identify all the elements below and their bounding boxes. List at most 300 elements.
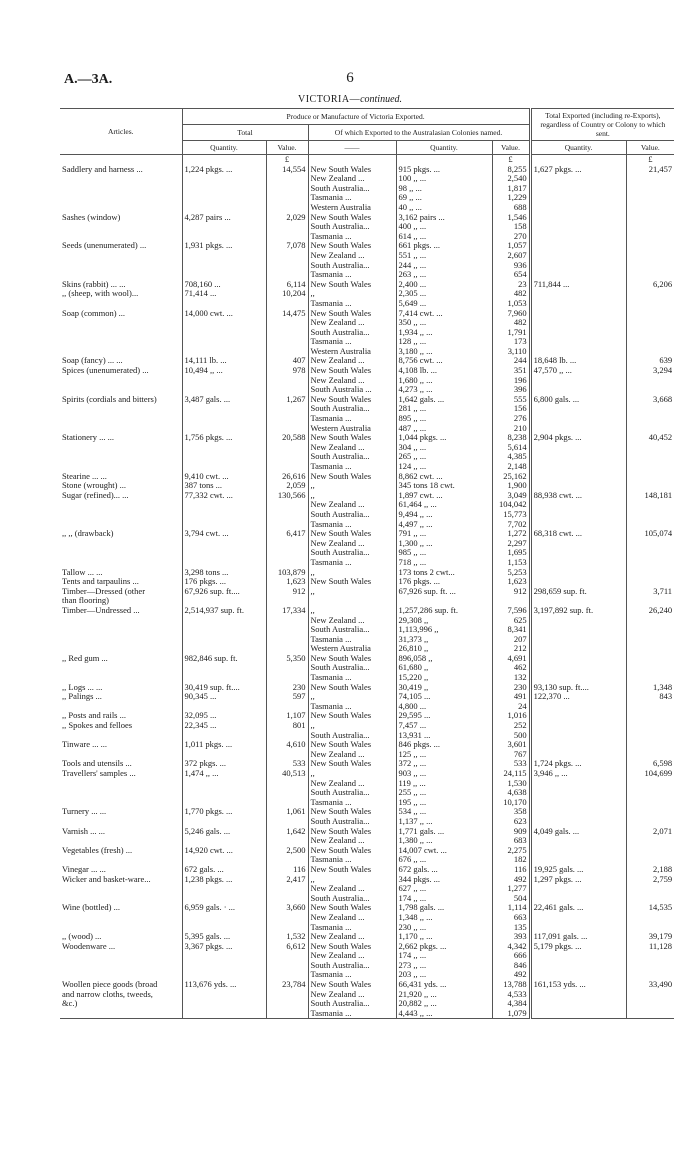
colony-name: South Australia...: [308, 625, 396, 635]
article-name: [60, 404, 182, 414]
table-row: [60, 769, 674, 779]
total-value: [266, 779, 308, 789]
colony-quantity: 1,257,286 sup. ft.: [396, 606, 492, 616]
colony-quantity: 487 ,, ...: [396, 424, 492, 434]
colony-value: 1,695: [492, 548, 530, 558]
table-row: [60, 827, 674, 837]
exported-quantity: 1,724 pkgs. ...: [530, 759, 626, 769]
colony-value: 252: [492, 721, 530, 731]
colony-quantity: 67,926 sup. ft. ...: [396, 587, 492, 597]
total-value: 1,532: [266, 932, 308, 942]
article-name: [60, 894, 182, 904]
total-quantity: [182, 414, 266, 424]
colony-name: South Australia...: [308, 222, 396, 232]
table-row: [60, 261, 674, 271]
colony-quantity: 2,400 ...: [396, 280, 492, 290]
exported-quantity: 122,370 ...: [530, 692, 626, 702]
colony-name: New Zealand ...: [308, 884, 396, 894]
colony-name: South Australia...: [308, 184, 396, 194]
total-value: [266, 222, 308, 232]
colony-value: 132: [492, 673, 530, 683]
colony-quantity: 98 ,, ...: [396, 184, 492, 194]
colony-value: 210: [492, 424, 530, 434]
total-value: [266, 261, 308, 271]
table-row: [60, 836, 674, 846]
colony-name: South Australia...: [308, 548, 396, 558]
colony-value: 1,277: [492, 884, 530, 894]
article-name: Vegetables (fresh) ...: [62, 845, 133, 855]
article-name: [60, 347, 182, 357]
total-quantity: 372 pkgs. ...: [182, 759, 266, 769]
exported-quantity: 117,091 gals. ...: [530, 932, 626, 942]
article-name: [60, 452, 182, 462]
table-row: [60, 807, 674, 817]
article-name: [60, 539, 182, 549]
colony-value: 173: [492, 337, 530, 347]
article-name: Tinware ... ...: [62, 740, 108, 750]
exported-quantity: [530, 424, 626, 434]
article-name: Spirits (cordials and bitters): [62, 394, 157, 404]
colony-name: ,,: [308, 875, 396, 885]
total-value: 597: [266, 692, 308, 702]
exported-value: [626, 328, 674, 338]
total-value: [266, 1009, 308, 1019]
colony-value: 1,530: [492, 779, 530, 789]
colony-value: 5,253: [492, 568, 530, 578]
article-name: [60, 1009, 182, 1019]
colony-quantity: 15,220 ,,: [396, 673, 492, 683]
colony-name: New South Wales: [308, 759, 396, 769]
exported-quantity: [530, 548, 626, 558]
total-value: 2,059: [266, 481, 308, 491]
article-name: [60, 548, 182, 558]
section-title-main: VICTORIA—: [297, 94, 361, 105]
colony-value: 135: [492, 923, 530, 933]
exported-value: [626, 241, 674, 251]
exported-value: [626, 961, 674, 971]
table-row: [60, 884, 674, 894]
exported-quantity: [530, 558, 626, 568]
colony-quantity: 174 ,, ...: [396, 894, 492, 904]
colony-name: New Zealand ...: [308, 932, 396, 942]
colony-value: 936: [492, 261, 530, 271]
colonies-header: Of which Exported to the Australasian Colonies named.: [308, 125, 530, 141]
colony-value: 2,540: [492, 174, 530, 184]
colony-quantity: 7,457 ...: [396, 721, 492, 731]
article-name: [60, 951, 182, 961]
article-name: [60, 328, 182, 338]
colony-value: 683: [492, 836, 530, 846]
exported-value: 14,535: [626, 903, 674, 913]
colony-value: 909: [492, 827, 530, 837]
total-quantity: [182, 913, 266, 923]
colony-value: 358: [492, 807, 530, 817]
article-name: Skins (rabbit) ... ...: [62, 279, 126, 289]
colony-value: 912: [492, 587, 530, 597]
exported-value: 21,457: [626, 165, 674, 175]
exported-quantity: [530, 702, 626, 712]
exported-quantity: [530, 472, 626, 482]
colony-name: New Zealand ...: [308, 318, 396, 328]
total-value: 2,417: [266, 875, 308, 885]
table-row: [60, 683, 674, 693]
colony-quantity: 718 ,, ...: [396, 558, 492, 568]
article-name: [60, 635, 182, 645]
total-value: [266, 232, 308, 242]
colony-value: 24,115: [492, 769, 530, 779]
total-value: 1,267: [266, 395, 308, 405]
article-name: [60, 836, 182, 846]
colony-quantity: 1,642 gals. ...: [396, 395, 492, 405]
article-name: [60, 261, 182, 271]
exported-quantity: 4,049 gals. ...: [530, 827, 626, 837]
exported-quantity: [530, 568, 626, 578]
exported-quantity: [530, 817, 626, 827]
exported-value: [626, 721, 674, 731]
colony-value: 196: [492, 376, 530, 386]
colony-quantity: 13,931 ...: [396, 731, 492, 741]
total-quantity: [182, 625, 266, 635]
exported-value: 1,348: [626, 683, 674, 693]
colony-value: 663: [492, 913, 530, 923]
total-quantity: 1,011 pkgs. ...: [182, 740, 266, 750]
total-quantity: 2,514,937 sup. ft.: [182, 606, 266, 616]
colony-name: Western Australia: [308, 644, 396, 654]
colony-quantity: 985 ,, ...: [396, 548, 492, 558]
total-quantity: 6,959 gals. · ...: [182, 903, 266, 913]
colony-name: New Zealand ...: [308, 356, 396, 366]
total-quantity: [182, 510, 266, 520]
article-name: [60, 510, 182, 520]
total-value: [266, 203, 308, 213]
article-name: [60, 414, 182, 424]
table-row: [60, 510, 674, 520]
total-value: [266, 731, 308, 741]
table-row: [60, 347, 674, 357]
colony-value: 1,791: [492, 328, 530, 338]
article-name: Wicker and basket-ware...: [62, 874, 151, 884]
total-value: 801: [266, 721, 308, 731]
colony-name: New Zealand ...: [308, 376, 396, 386]
total-quantity: [182, 702, 266, 712]
exported-quantity: [530, 913, 626, 923]
table-row: [60, 798, 674, 808]
table-row: [60, 855, 674, 865]
exported-value: [626, 520, 674, 530]
exported-value: [626, 270, 674, 280]
exported-quantity: [530, 625, 626, 635]
colony-name: New South Wales: [308, 711, 396, 721]
total-value: 6,114: [266, 280, 308, 290]
colony-quantity: 281 ,, ...: [396, 404, 492, 414]
total-quantity: [182, 923, 266, 933]
table-row: [60, 481, 674, 491]
colony-name: ,,: [308, 721, 396, 731]
total-value: [266, 184, 308, 194]
total-quantity: [182, 261, 266, 271]
exported-value: [626, 711, 674, 721]
article-name: Tents and tarpaulins ...: [62, 577, 139, 587]
table-row: [60, 222, 674, 232]
exported-value: [626, 798, 674, 808]
article-name: ,, Palings ...: [62, 692, 102, 702]
colony-name: South Australia...: [308, 404, 396, 414]
table-row: [60, 203, 674, 213]
exported-value: 33,490: [626, 980, 674, 990]
total-quantity: [182, 999, 266, 1009]
article-name: ,, Logs ... ...: [62, 682, 103, 692]
total-quantity: 3,367 pkgs. ...: [182, 942, 266, 952]
colony-name: New Zealand ...: [308, 750, 396, 760]
exported-value: [626, 174, 674, 184]
document-reference: A.—3A.: [64, 72, 113, 87]
total-quantity: 14,111 lb. ...: [182, 356, 266, 366]
total-value: [266, 596, 308, 606]
total-value: [266, 174, 308, 184]
total-quantity: [182, 1009, 266, 1019]
colony-value: 1,153: [492, 558, 530, 568]
colony-value: 666: [492, 951, 530, 961]
exported-quantity: [530, 328, 626, 338]
exported-quantity: [530, 203, 626, 213]
total-value: [266, 817, 308, 827]
exported-value: [626, 481, 674, 491]
total-value: [266, 894, 308, 904]
exported-quantity: 298,659 sup. ft.: [530, 587, 626, 597]
colony-value: 555: [492, 395, 530, 405]
exported-quantity: [530, 299, 626, 309]
total-value: [266, 404, 308, 414]
total-quantity: [182, 222, 266, 232]
exported-quantity: 88,938 cwt. ...: [530, 491, 626, 501]
total-quantity: [182, 299, 266, 309]
total-quantity: 672 gals. ...: [182, 865, 266, 875]
colony-quantity: 372 ,, ...: [396, 759, 492, 769]
exported-quantity: 6,800 gals. ...: [530, 395, 626, 405]
colony-value: 393: [492, 932, 530, 942]
total-quantity: [182, 894, 266, 904]
exported-value-header: Value.: [626, 141, 674, 155]
total-value: [266, 337, 308, 347]
exported-quantity: [530, 318, 626, 328]
total-value: [266, 798, 308, 808]
exported-quantity: [530, 644, 626, 654]
colony-value: 491: [492, 692, 530, 702]
exported-quantity: [530, 836, 626, 846]
colony-quantity: 1,680 ,, ...: [396, 376, 492, 386]
exported-quantity: [530, 970, 626, 980]
colony-quantity: 40 ,, ...: [396, 203, 492, 213]
article-name: than flooring): [62, 596, 109, 606]
exported-value: [626, 731, 674, 741]
total-value: [266, 855, 308, 865]
colony-quantity: 1,044 pkgs. ...: [396, 433, 492, 443]
colony-quantity: 9,494 ,, ...: [396, 510, 492, 520]
total-value: [266, 884, 308, 894]
exported-value: [626, 807, 674, 817]
exported-quantity: [530, 654, 626, 664]
article-name: [60, 462, 182, 472]
colony-name: New Zealand ...: [308, 990, 396, 1000]
exported-quantity: 22,461 gals. ...: [530, 903, 626, 913]
exported-quantity: [530, 616, 626, 626]
colony-value: 158: [492, 222, 530, 232]
total-quantity: [182, 184, 266, 194]
colony-name: New South Wales: [308, 846, 396, 856]
exported-value: [626, 539, 674, 549]
total-quantity: 77,332 cwt. ...: [182, 491, 266, 501]
colony-value: 156: [492, 404, 530, 414]
total-value: [266, 510, 308, 520]
total-value: [266, 913, 308, 923]
colony-quantity: 2,305 ...: [396, 289, 492, 299]
colony-value: 25,162: [492, 472, 530, 482]
exported-value: 39,179: [626, 932, 674, 942]
table-row: [60, 654, 674, 664]
article-name: Woodenware ...: [62, 941, 116, 951]
total-value: [266, 635, 308, 645]
table-row: [60, 337, 674, 347]
exported-value: [626, 817, 674, 827]
colony-name: Tasmania ...: [308, 462, 396, 472]
table-row: [60, 894, 674, 904]
total-value: 26,616: [266, 472, 308, 482]
exported-value: [626, 309, 674, 319]
article-name: [60, 750, 182, 760]
exported-value: [626, 472, 674, 482]
total-value: [266, 644, 308, 654]
total-value: 230: [266, 683, 308, 693]
colony-value: 1,016: [492, 711, 530, 721]
colony-value-header: Value.: [492, 141, 530, 155]
exported-quantity: [530, 635, 626, 645]
total-quantity: 5,246 gals. ...: [182, 827, 266, 837]
colony-quantity: 534 ,, ...: [396, 807, 492, 817]
total-quantity: [182, 750, 266, 760]
total-quantity: [182, 961, 266, 971]
total-quantity: [182, 663, 266, 673]
colony-name: New South Wales: [308, 577, 396, 587]
colony-quantity: 4,497 ,, ...: [396, 520, 492, 530]
exported-value: [626, 213, 674, 223]
colony-name: New South Wales: [308, 366, 396, 376]
colony-value: 3,601: [492, 740, 530, 750]
total-quantity: [182, 779, 266, 789]
colony-quantity: 345 tons 18 cwt.: [396, 481, 492, 491]
colony-name: New Zealand ...: [308, 251, 396, 261]
article-name: [60, 817, 182, 827]
colony-value: 1,079: [492, 1009, 530, 1019]
total-value: [266, 500, 308, 510]
total-quantity: [182, 337, 266, 347]
exported-quantity: 5,179 pkgs. ...: [530, 942, 626, 952]
article-name: Turnery ... ...: [62, 807, 107, 817]
total-value: [266, 347, 308, 357]
total-quantity: 14,000 cwt. ...: [182, 309, 266, 319]
total-value: [266, 376, 308, 386]
total-value: [266, 443, 308, 453]
total-quantity: [182, 990, 266, 1000]
total-exported-header: Total Exported (including re-Exports), regardless of Country or Colony to which sent.: [530, 109, 674, 141]
article-name: [60, 923, 182, 933]
colony-value: 623: [492, 817, 530, 827]
article-name: Vinegar ... ...: [62, 864, 106, 874]
exported-value: 3,294: [626, 366, 674, 376]
total-value: [266, 961, 308, 971]
colony-name: New Zealand ...: [308, 779, 396, 789]
exported-quantity: 18,648 lb. ...: [530, 356, 626, 366]
exported-value: [626, 625, 674, 635]
article-name: [60, 644, 182, 654]
exported-value: [626, 232, 674, 242]
exported-value: [626, 616, 674, 626]
colony-name: Tasmania ...: [308, 558, 396, 568]
colony-quantity: 265 ,, ...: [396, 452, 492, 462]
exported-quantity: [530, 241, 626, 251]
total-value: 130,566: [266, 491, 308, 501]
article-name: Spices (unenumerated) ...: [62, 366, 149, 376]
table-row: [60, 232, 674, 242]
total-value: [266, 414, 308, 424]
exported-value: [626, 836, 674, 846]
exported-quantity: [530, 261, 626, 271]
exported-value: [626, 462, 674, 472]
table-row: [60, 625, 674, 635]
colony-value: 1,272: [492, 529, 530, 539]
colony-value: 767: [492, 750, 530, 760]
colony-quantity: 4,443 ,, ...: [396, 1009, 492, 1019]
colony-name: Tasmania ...: [308, 970, 396, 980]
total-value: 6,417: [266, 529, 308, 539]
exported-quantity: [530, 894, 626, 904]
total-value: [266, 923, 308, 933]
article-name: [60, 855, 182, 865]
table-row: [60, 270, 674, 280]
colony-name: ,,: [308, 568, 396, 578]
exported-quantity: [530, 855, 626, 865]
colony-quantity: 174 ,, ...: [396, 951, 492, 961]
colony-dash-header: ——: [308, 141, 396, 155]
table-row: [60, 328, 674, 338]
colony-name: Tasmania ...: [308, 855, 396, 865]
exported-value: [626, 452, 674, 462]
colony-value: 4,385: [492, 452, 530, 462]
colony-value: 15,773: [492, 510, 530, 520]
total-value: 40,513: [266, 769, 308, 779]
colony-value: 4,691: [492, 654, 530, 664]
colony-value: 7,596: [492, 606, 530, 616]
colony-quantity: 244 ,, ...: [396, 261, 492, 271]
total-value: [266, 625, 308, 635]
total-quantity: [182, 174, 266, 184]
exported-quantity: [530, 452, 626, 462]
exported-value: [626, 740, 674, 750]
colony-name: New Zealand ...: [308, 174, 396, 184]
exported-quantity: [530, 740, 626, 750]
article-name: [60, 443, 182, 453]
colony-value: 5,614: [492, 443, 530, 453]
total-quantity: 30,419 sup. ft....: [182, 683, 266, 693]
colony-name: Tasmania ...: [308, 299, 396, 309]
colony-value: 7,960: [492, 309, 530, 319]
colony-name: New South Wales: [308, 395, 396, 405]
total-value: 20,588: [266, 433, 308, 443]
table-row: [60, 587, 674, 597]
colony-value: 1,546: [492, 213, 530, 223]
total-value: [266, 385, 308, 395]
total-quantity: [182, 817, 266, 827]
colony-value: 1,229: [492, 193, 530, 203]
